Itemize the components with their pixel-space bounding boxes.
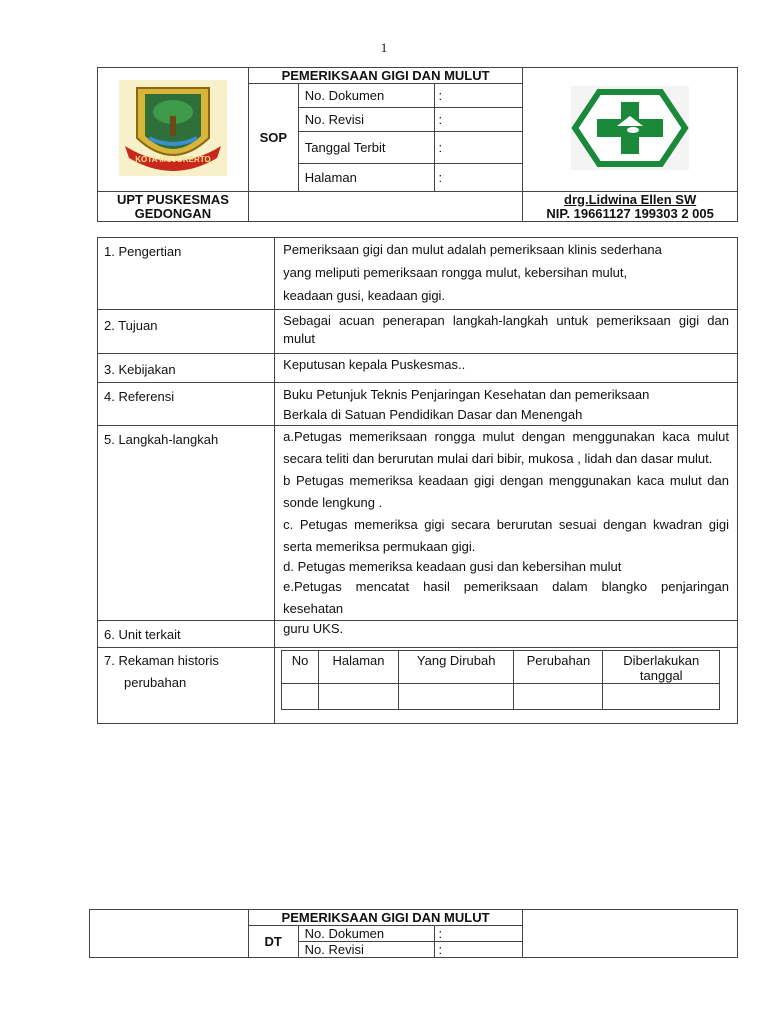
content-line: yang meliputi pemeriksaan rongga mulut, kebersihan mulut, xyxy=(283,265,628,280)
field-colon: : xyxy=(434,84,523,108)
history-col-header: Yang Dirubah xyxy=(398,651,514,684)
step-item: b Petugas memeriksa keadaan gigi dengan menggunakan kaca mulut dan sonde lengkung . xyxy=(283,473,729,510)
rekaman-label-line-1: 7. Rekaman historis xyxy=(104,653,219,668)
history-col-header: Diberlakukan tanggal xyxy=(603,651,720,684)
history-cell xyxy=(514,684,603,710)
organization-name xyxy=(98,192,249,222)
section-label: 1. Pengertian xyxy=(98,238,275,310)
field-colon: : xyxy=(434,942,523,958)
section-content: guru UKS. xyxy=(275,621,738,648)
row-tujuan xyxy=(98,310,738,354)
row-kebijakan xyxy=(98,354,738,383)
sop-content-table xyxy=(97,237,738,724)
doc-title: PEMERIKSAAN GIGI DAN MULUT xyxy=(248,68,522,84)
section-label: 5. Langkah-langkah xyxy=(98,426,275,621)
section-content xyxy=(275,426,738,621)
dt-title: PEMERIKSAAN GIGI DAN MULUT xyxy=(248,910,523,926)
step-item: e.Petugas mencatat hasil pemeriksaan dalam blangko penjaringan kesehatan xyxy=(283,579,729,616)
section-content xyxy=(275,238,738,310)
signatory-name: drg.Lidwina Ellen SW xyxy=(564,191,697,207)
section-content: Sebagai acuan penerapan langkah-langkah untuk pemeriksaan gigi dan mulut xyxy=(275,310,738,354)
puskesmas-logo-cell xyxy=(523,68,738,192)
row-unit-terkait xyxy=(98,621,738,648)
content-line: Buku Petunjuk Teknis Penjaringan Kesehatan dan pemeriksaan xyxy=(283,387,650,402)
sop-label: SOP xyxy=(248,84,298,192)
section-label: 2. Tujuan xyxy=(98,310,275,354)
rekaman-label-line-2: perubahan xyxy=(124,675,187,690)
org-line-1: UPT PUSKESMAS xyxy=(116,191,229,207)
empty-logo-cell xyxy=(523,910,738,958)
dt-label: DT xyxy=(248,926,298,958)
field-label-no-dokumen: No. Dokumen xyxy=(298,84,434,108)
field-label-halaman: Halaman xyxy=(298,164,434,192)
section-content xyxy=(275,648,738,724)
field-colon: : xyxy=(434,132,523,164)
section-content xyxy=(275,383,738,426)
field-label-tanggal-terbit: Tanggal Terbit xyxy=(298,132,434,164)
section-label: 3. Kebijakan xyxy=(98,354,275,383)
signatory-nip: NIP. 19661127 199303 2 005 xyxy=(546,205,714,221)
step-item: c. Petugas memeriksa gigi secara berurutan sesuai dengan kwadran gigi serta memeriksa permukaan gigi. xyxy=(283,517,729,554)
history-col-header: Perubahan xyxy=(514,651,603,684)
section-label: 6. Unit terkait xyxy=(98,621,275,648)
history-cell xyxy=(398,684,514,710)
history-header-row xyxy=(282,651,720,684)
org-line-2: GEDONGAN xyxy=(134,205,212,221)
content-line: Berkala di Satuan Pendidikan Dasar dan Menengah xyxy=(283,407,583,422)
section-label xyxy=(98,648,275,724)
field-label-no-revisi: No. Revisi xyxy=(298,108,434,132)
field-colon: : xyxy=(434,926,523,942)
signatory xyxy=(523,192,738,222)
history-table xyxy=(281,650,720,710)
page-number: 1 xyxy=(380,40,388,55)
field-label-no-revisi: No. Revisi xyxy=(298,942,434,958)
dt-header-table xyxy=(89,909,738,958)
field-colon: : xyxy=(434,164,523,192)
history-empty-row xyxy=(282,684,720,710)
section-label: 4. Referensi xyxy=(98,383,275,426)
row-rekaman xyxy=(98,648,738,724)
field-colon: : xyxy=(434,108,523,132)
step-item: d. Petugas memeriksa keadaan gusi dan kebersihan mulut xyxy=(283,559,622,574)
puskesmas-logo xyxy=(571,86,689,170)
city-emblem-logo xyxy=(119,80,227,176)
empty-logo-cell xyxy=(90,910,249,958)
history-cell xyxy=(319,684,399,710)
step-item: a.Petugas memeriksaan rongga mulut dengan menggunakan kaca mulut secara teliti dan berurutan mulai dari bibir, mukosa , lidah dan dasar mulut. xyxy=(283,429,729,466)
content-line: keadaan gusi, keadaan gigi. xyxy=(283,288,446,303)
row-referensi xyxy=(98,383,738,426)
history-cell xyxy=(282,684,319,710)
row-langkah xyxy=(98,426,738,621)
history-col-header: No xyxy=(282,651,319,684)
section-content: Keputusan kepala Puskesmas.. xyxy=(275,354,738,383)
history-cell xyxy=(603,684,720,710)
field-label-no-dokumen: No. Dokumen xyxy=(298,926,434,942)
empty-cell xyxy=(248,192,522,222)
content-line: Pemeriksaan gigi dan mulut adalah pemeriksaan klinis sederhana xyxy=(283,242,662,257)
emblem-ribbon-text: KOTA MOJOKERTO xyxy=(135,155,211,164)
history-col-header: Halaman xyxy=(319,651,399,684)
row-pengertian xyxy=(98,238,738,310)
city-emblem-cell xyxy=(98,68,249,192)
sop-header-table xyxy=(97,67,738,222)
